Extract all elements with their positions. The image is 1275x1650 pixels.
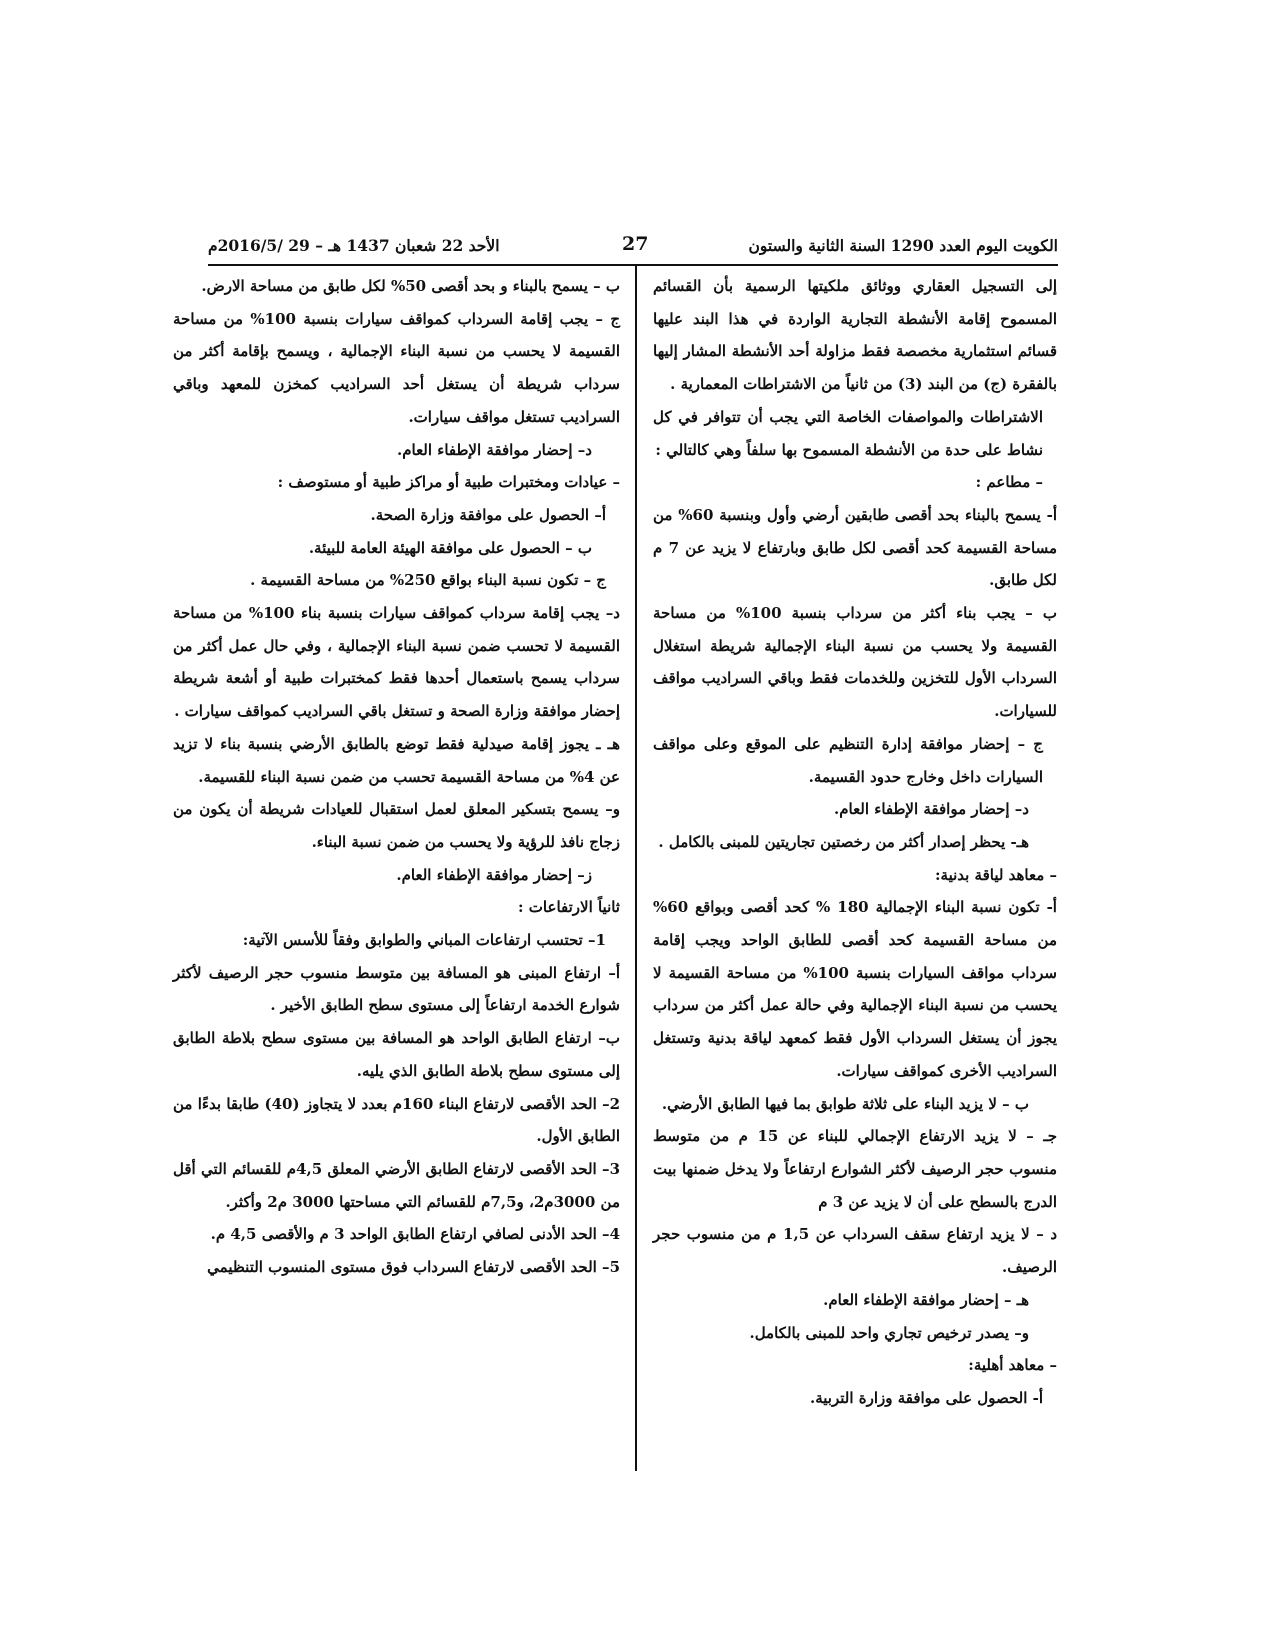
- clause: هـ ـ يجوز إقامة صيدلية فقط توضع بالطابق الأرضي بنسبة بناء لا تزيد عن 4% من مساحة القسيمة تحسب من ضمن نسبة البناء للقسيمة.: [173, 734, 620, 786]
- clause: ب – يسمح بالبناء و بحد أقصى 50% لكل طابق من مساحة الارض.: [201, 277, 620, 295]
- column-rule: [635, 264, 637, 1471]
- clause: هـ- يحظر إصدار أكثر من رخصتين تجاريتين للمبنى بالكامل .: [658, 832, 1029, 851]
- clause: هـ – إحضار موافقة الإطفاء العام.: [823, 1290, 1029, 1309]
- clause: ب – الحصول على موافقة الهيئة العامة للبيئة.: [308, 538, 592, 557]
- clause: د– إحضار موافقة الإطفاء العام.: [396, 440, 592, 459]
- header-issue-info: الكويت اليوم العدد 1290 السنة الثانية والستون: [748, 236, 1058, 255]
- section-heading: ثانياً الارتفاعات :: [518, 898, 620, 917]
- clause: و– يصدر ترخيص تجاري واحد للمبنى بالكامل.: [749, 1323, 1029, 1342]
- clause: د – لا يزيد ارتفاع سقف السرداب عن 1,5 م من منسوب حجر الرصيف.: [653, 1225, 1057, 1277]
- clause: أ– الحصول على موافقة وزارة الصحة.: [370, 505, 606, 524]
- clause: جـ – لا يزيد الارتفاع الإجمالي للبناء عن 15 م من متوسط منسوب حجر الرصيف لأكثر الشوارع ارتفاعاً ولا يدخل ضمنها بيت الدرج بالسطح على أن لا يزيد عن 3 م: [653, 1127, 1057, 1211]
- clause: 1– تحتسب ارتفاعات المباني والطوابق وفقاً للأسس الآتية:: [242, 931, 606, 950]
- clause: أ- يسمح بالبناء بحد أقصى طابقين أرضي وأول وبنسبة 60% من مساحة القسيمة كحد أقصى لكل طابق وبارتفاع لا يزيد عن 7 م لكل طابق.: [653, 505, 1057, 590]
- section-heading: – معاهد لياقة بدنية:: [935, 865, 1057, 884]
- section-heading: – عيادات ومختبرات طبية أو مراكز طبية أو مستوصف :: [277, 473, 620, 492]
- clause: ج – إحضار موافقة إدارة التنظيم على الموقع وعلى مواقف السيارات داخل وخارج حدود القسيمة.: [653, 734, 1043, 786]
- clause: أ- تكون نسبة البناء الإجمالية 180 % كحد أقصى وبواقع 60% من مساحة القسيمة كحد أقصى للطابق الواحد ويجب إقامة سرداب مواقف السيارات بنسبة 100% من مساحة القسيمة لا يحسب من نسبة البناء الإجمالية وفي حالة عمل أكثر من سرداب يجوز أن يستغل السرداب الأول فقط كمعهد لياقة بدنية وتستغل السراديب الأخرى كمواقف سيارات.: [653, 898, 1057, 1080]
- clause: و– يسمح بتسكير المعلق لعمل استقبال للعيادات شريطة أن يكون من زجاج نافذ للرؤية ولا يحسب من ضمن نسبة البناء.: [173, 800, 620, 851]
- running-header: [208, 233, 1058, 262]
- header-rule: [208, 264, 1058, 266]
- section-heading: – مطاعم :: [975, 473, 1043, 492]
- clause: 4– الحد الأدنى لصافي ارتفاع الطابق الواحد 3 م والأقصى 4,5 م.: [210, 1225, 620, 1244]
- clause: د– إحضار موافقة الإطفاء العام.: [833, 800, 1029, 819]
- right-column: [653, 270, 1057, 1415]
- clause: د– يجب إقامة سرداب كمواقف سيارات بنسبة بناء 100% من مساحة القسيمة لا تحسب ضمن نسبة البناء الإجمالية ، وفي حال عمل أكثر من سرداب يسمح باستعمال أحدها فقط كمختبرات طبية أو أشعة شريطة إحضار موافقة وزارة الصحة و تستغل باقي السراديب كمواقف سيارات .: [173, 604, 620, 721]
- paragraph: إلى التسجيل العقاري ووثائق ملكيتها الرسمية بأن القسائم المسموح إقامة الأنشطة التجارية الواردة في هذا البند عليها قسائم استثمارية مخصصة فقط مزاولة أحد الأنشطة المشار إليها بالفقرة (ج) من البند (3) من ثانياً من الاشتراطات المعمارية .: [653, 277, 1057, 394]
- clause: أ– ارتفاع المبنى هو المسافة بين متوسط منسوب حجر الرصيف لأكثر شوارع الخدمة ارتفاعاً إلى مستوى سطح الطابق الأخير .: [173, 963, 620, 1015]
- clause: ج – تكون نسبة البناء بواقع 250% من مساحة القسيمة .: [250, 571, 606, 590]
- left-column: [173, 270, 620, 1284]
- clause: ب– ارتفاع الطابق الواحد هو المسافة بين مستوى سطح بلاطة الطابق إلى مستوى سطح بلاطة الطابق الذي يليه.: [173, 1029, 620, 1080]
- clause: 5– الحد الأقصى لارتفاع السرداب فوق مستوى المنسوب التنظيمي: [207, 1258, 620, 1277]
- clause: ب – يجب بناء أكثر من سرداب بنسبة 100% من مساحة القسيمة ولا يحسب من نسبة البناء الإجمالية شريطة استغلال السرداب الأول للتخزين وللخدمات فقط وباقي السراديب مواقف للسيارات.: [653, 604, 1057, 721]
- clause: 2– الحد الأقصى لارتفاع البناء 160م بعدد لا يتجاوز (40) طابقا بدءًا من الطابق الأول.: [173, 1094, 621, 1146]
- paragraph: الاشتراطات والمواصفات الخاصة التي يجب أن تتوافر في كل نشاط على حدة من الأنشطة المسموح بها سلفاً وهي كالتالي :: [653, 407, 1043, 459]
- clause: 3– الحد الأقصى لارتفاع الطابق الأرضي المعلق 4,5م للقسائم التي أقل من 3000م2، و7,5م للقسائم التي مساحتها 3000 م2 وأكثر.: [173, 1159, 620, 1211]
- page-number: 27: [622, 233, 649, 255]
- clause: أ- الحصول على موافقة وزارة التربية.: [809, 1388, 1043, 1407]
- clause: ج – يجب إقامة السرداب كمواقف سيارات بنسبة 100% من مساحة القسيمة لا يحسب من نسبة البناء الإجمالية ، ويسمح بإقامة أكثر من سرداب شريطة أن يستغل أحد السراديب كمخزن للمعهد وباقي السراديب تستغل مواقف سيارات.: [173, 309, 621, 426]
- section-heading: – معاهد أهلية:: [968, 1356, 1057, 1375]
- clause: ز– إحضار موافقة الإطفاء العام.: [396, 865, 592, 884]
- clause: ب – لا يزيد البناء على ثلاثة طوابق بما فيها الطابق الأرضي.: [661, 1094, 1029, 1113]
- header-date: الأحد 22 شعبان 1437 هـ – 29 /2016/5م: [208, 236, 500, 255]
